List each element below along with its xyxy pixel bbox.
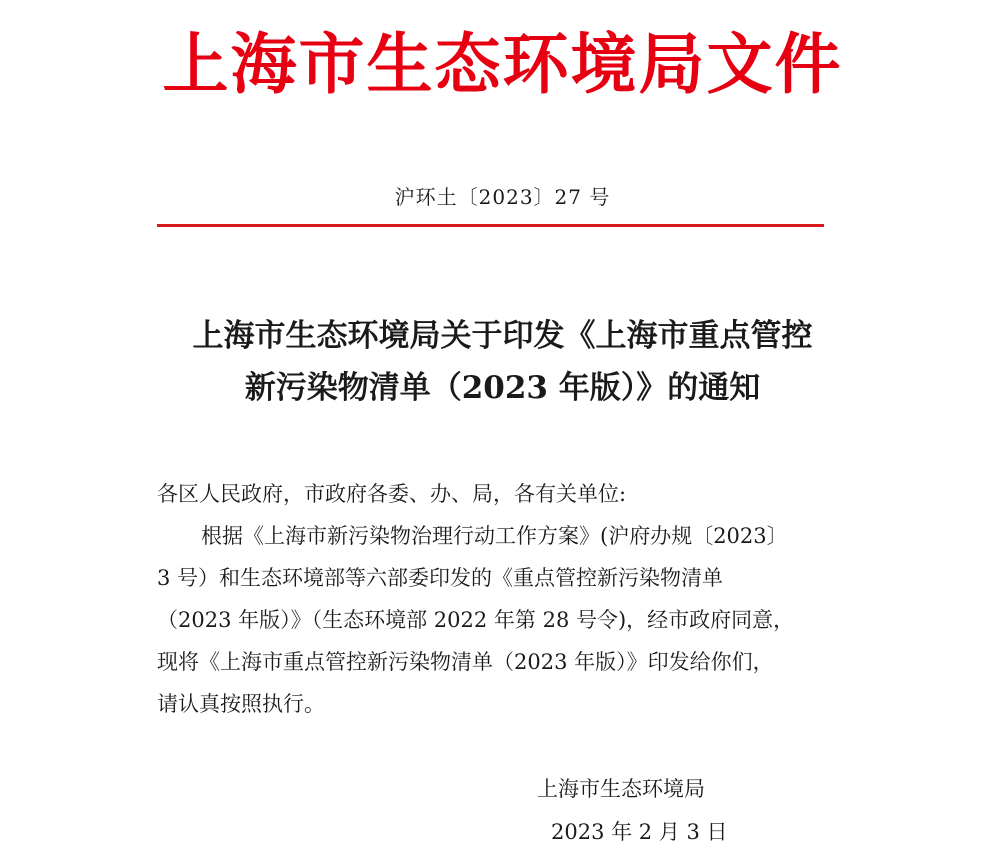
red-divider bbox=[157, 224, 824, 227]
notice-title-line-1: 上海市生态环境局关于印发《上海市重点管控 bbox=[192, 318, 813, 354]
body-line-3: （2023 年版）》（生态环境部 2022 年第 28 号令)，经市政府同意， bbox=[157, 608, 795, 632]
body-line-2: 3 号）和生态环境部等六部委印发的《重点管控新污染物清单 bbox=[157, 566, 724, 590]
signature-organization: 上海市生态环境局 bbox=[537, 777, 705, 801]
notice-title-line-2: 新污染物清单（2023 年版）》的通知 bbox=[244, 370, 761, 406]
body-line-5: 请认真按照执行。 bbox=[157, 692, 325, 716]
masthead-title: 上海市生态环境局文件 bbox=[162, 25, 843, 103]
document-number: 沪环土〔2023〕27 号 bbox=[394, 185, 611, 209]
body-line-4: 现将《上海市重点管控新污染物清单（2023 年版）》印发给你们， bbox=[157, 650, 774, 674]
signature-date: 2023 年 2 月 3 日 bbox=[551, 820, 728, 844]
body-line-1: 根据《上海市新污染物治理行动工作方案》(沪府办规〔2023〕 bbox=[201, 524, 788, 548]
notice-title bbox=[0, 310, 1005, 414]
addressee-line: 各区人民政府，市政府各委、办、局，各有关单位: bbox=[157, 482, 627, 506]
notice-body bbox=[157, 473, 837, 725]
